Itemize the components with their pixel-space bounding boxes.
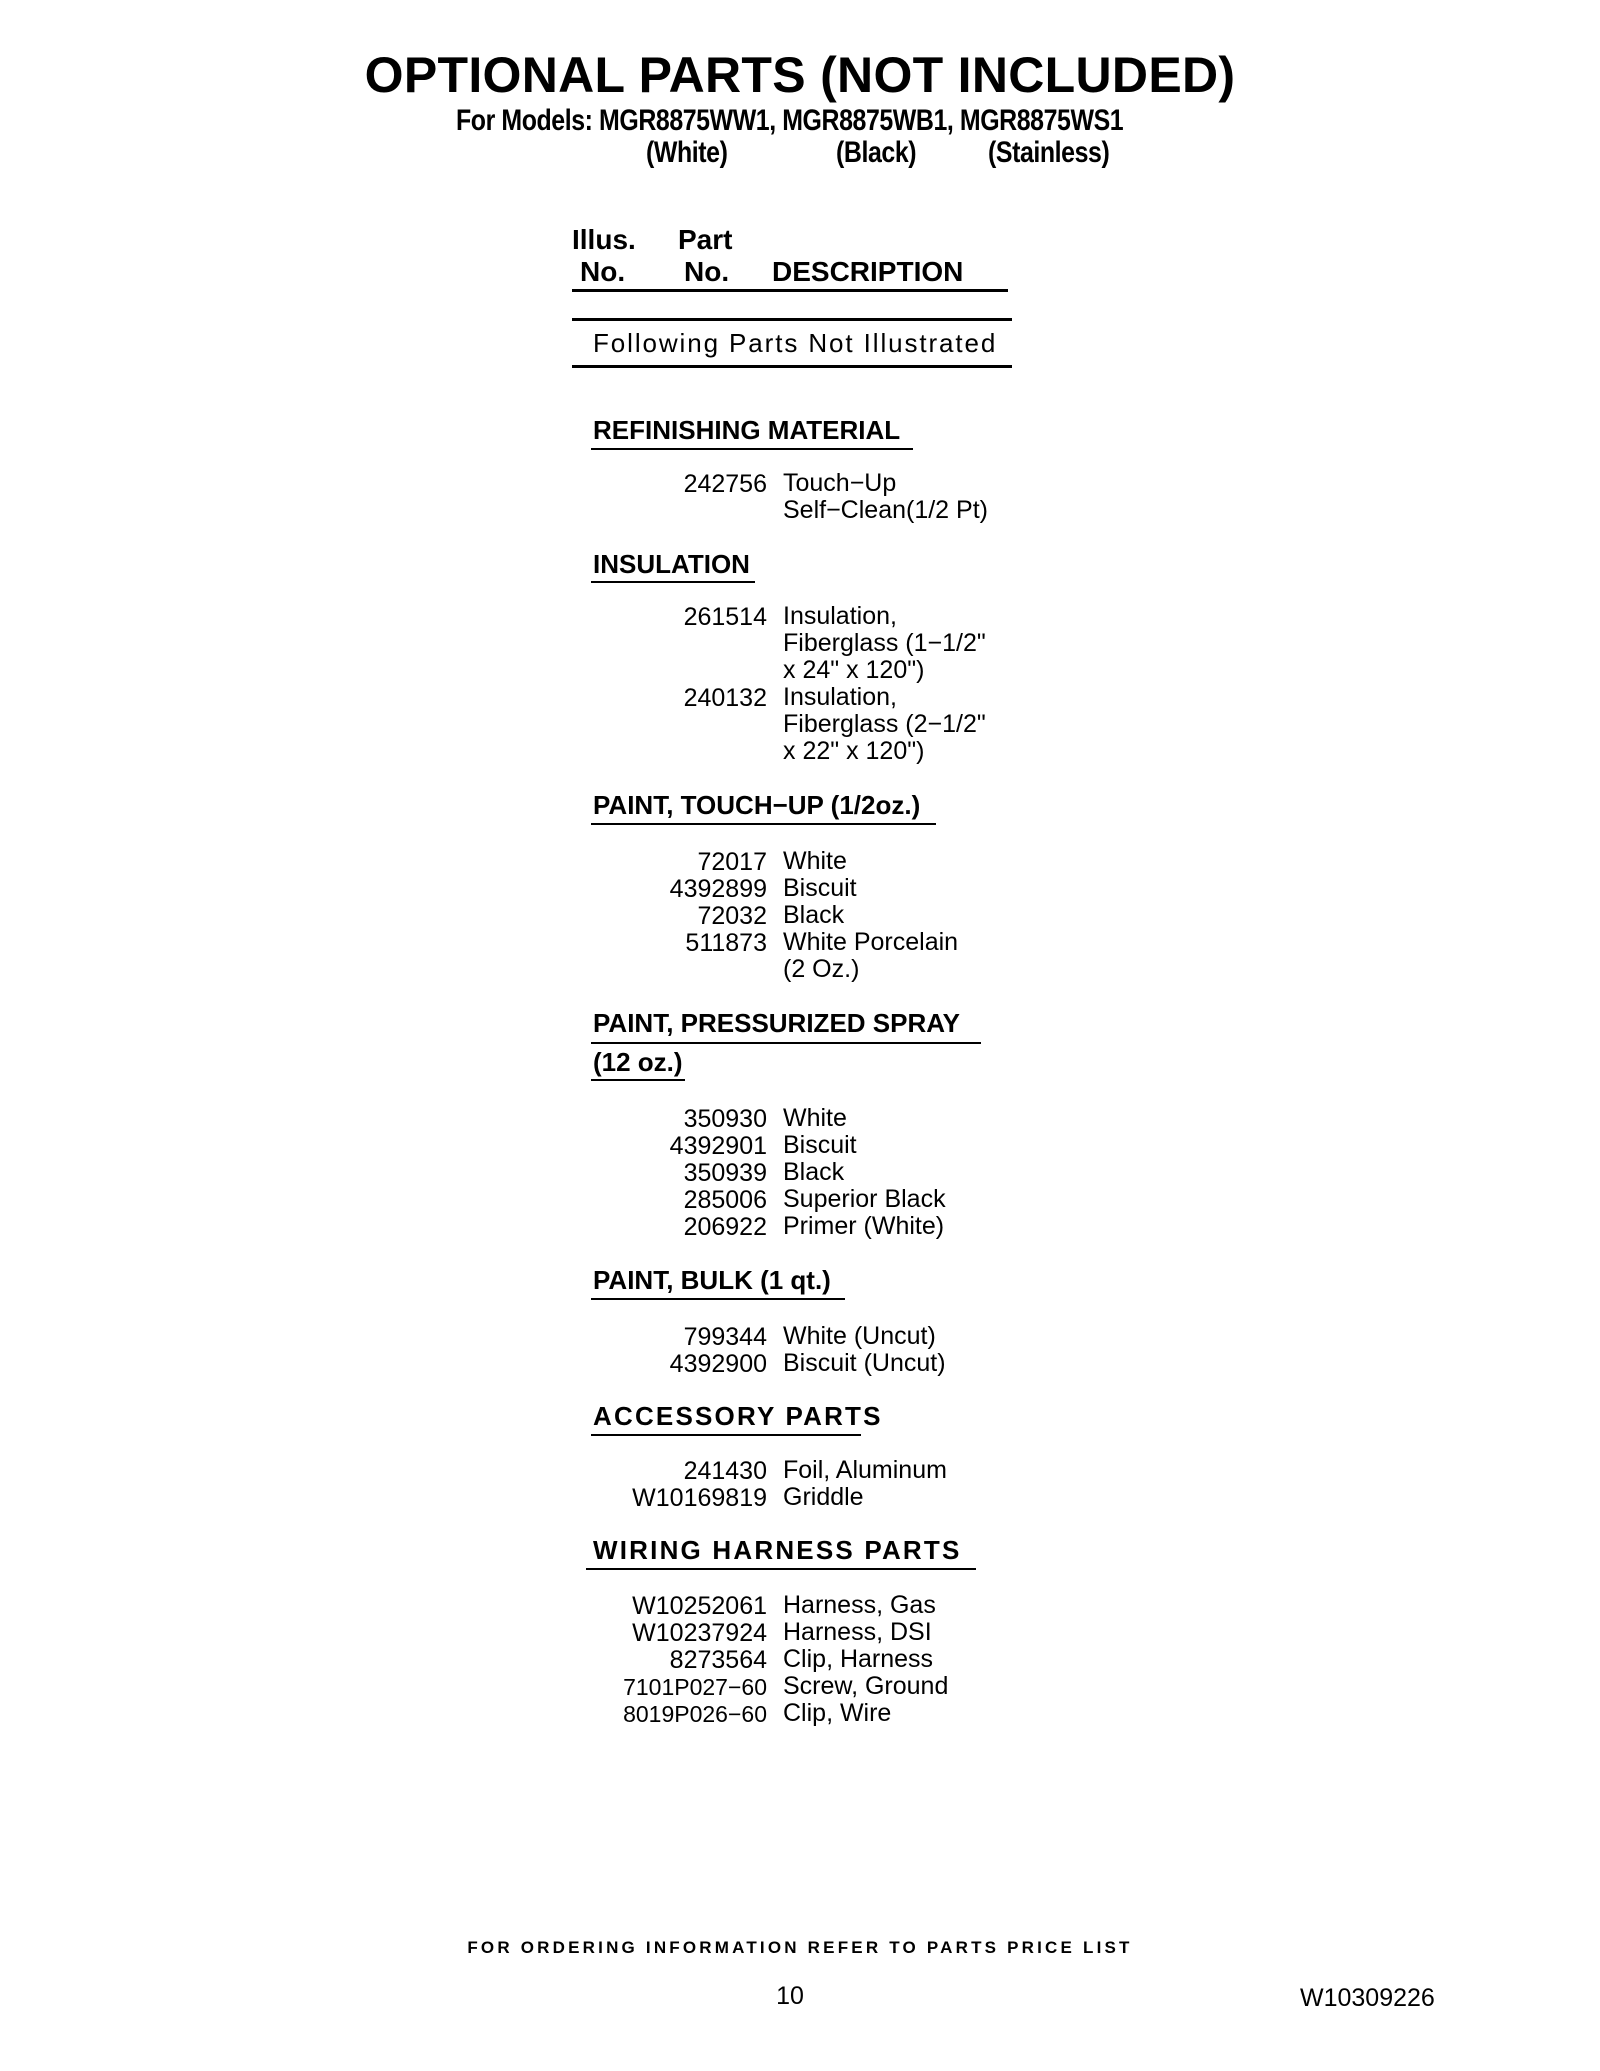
section-rule [591,1298,845,1300]
section-title-paint-pressurized-spray: PAINT, PRESSURIZED SPRAY [593,1008,960,1038]
not-illustrated-rule-bottom [572,365,1012,368]
model-color-black: (Black) [836,136,917,169]
section-title-insulation: INSULATION [593,549,750,579]
part-number: W10169819 [632,1484,767,1512]
section-rule [586,1568,976,1570]
part-description: Insulation, Fiberglass (2−1/2" x 22" x 120") [783,683,986,765]
page-title: OPTIONAL PARTS (NOT INCLUDED) [364,47,1236,103]
section-rule [591,448,913,450]
part-number: 350939 [683,1159,767,1187]
not-illustrated-rule-top [572,318,1012,321]
header-rule [572,289,1008,292]
part-number: 511873 [685,929,767,957]
part-description: Foil, Aluminum [783,1456,947,1484]
part-number: 799344 [683,1323,767,1351]
section-title-paint-bulk: PAINT, BULK (1 qt.) [593,1265,831,1295]
part-description: Insulation, Fiberglass (1−1/2" x 24" x 120") [783,602,986,684]
part-number: 8019P026−60 [623,1701,767,1727]
document-number: W10309226 [1300,1984,1435,2012]
section-rule [591,1042,981,1044]
model-color-stainless: (Stainless) [988,136,1110,169]
part-number: 350930 [683,1105,767,1133]
part-no-header-bottom: No. [684,256,730,287]
part-number: 4392900 [669,1350,767,1378]
part-description: Primer (White) [783,1212,945,1240]
part-number: W10237924 [632,1619,767,1647]
section-title-refinishing: REFINISHING MATERIAL [593,415,901,445]
part-description: Harness, DSI [783,1618,932,1646]
part-description: White [783,1104,847,1132]
illus-no-header-top: Illus. [572,224,636,255]
part-description: Biscuit [783,1131,857,1159]
section-rule [591,1079,685,1081]
section-rule [591,823,936,825]
part-number: 4392899 [669,875,767,903]
part-number: W10252061 [632,1592,767,1620]
not-illustrated-note: Following Parts Not Illustrated [593,328,998,358]
part-number: 206922 [683,1213,767,1241]
part-description: White (Uncut) [783,1322,936,1350]
part-number: 240132 [683,684,767,712]
section-title-line2: (12 oz.) [593,1047,683,1077]
part-description: Black [783,1158,845,1186]
part-number: 285006 [683,1186,767,1214]
description-header: DESCRIPTION [772,256,964,287]
section-rule [591,1434,861,1436]
part-description: Superior Black [783,1185,946,1213]
part-description: White Porcelain (2 Oz.) [783,928,959,983]
illus-no-header-bottom: No. [580,256,626,287]
part-number: 4392901 [669,1132,767,1160]
part-description: Black [783,901,845,929]
ordering-info-note: FOR ORDERING INFORMATION REFER TO PARTS PRICE LIST [467,1938,1133,1957]
part-number: 8273564 [669,1646,767,1674]
part-description: Clip, Harness [783,1645,934,1673]
page-number: 10 [776,1982,804,2010]
section-rule [591,581,755,583]
models-line: For Models: MGR8875WW1, MGR8875WB1, MGR8875WS1 [456,104,1124,137]
part-description: Screw, Ground [783,1672,949,1700]
part-number: 261514 [683,603,767,631]
part-description: Griddle [783,1483,864,1511]
part-number: 241430 [683,1457,767,1485]
part-description: Clip, Wire [783,1699,892,1727]
part-description: White [783,847,847,875]
part-description: Touch−Up Self−Clean(1/2 Pt) [783,469,988,524]
part-number: 72032 [697,902,767,930]
model-color-white: (White) [646,136,728,169]
part-number: 7101P027−60 [623,1674,767,1700]
part-description: Harness, Gas [783,1591,936,1619]
section-title-wiring-harness-parts: WIRING HARNESS PARTS [593,1535,962,1565]
part-number: 72017 [697,848,767,876]
section-title-paint-touch-up: PAINT, TOUCH−UP (1/2oz.) [593,790,921,820]
part-description: Biscuit [783,874,857,902]
section-title-accessory-parts: ACCESSORY PARTS [593,1401,883,1431]
part-description: Biscuit (Uncut) [783,1349,946,1377]
part-no-header-top: Part [678,224,733,255]
part-number: 242756 [683,470,767,498]
